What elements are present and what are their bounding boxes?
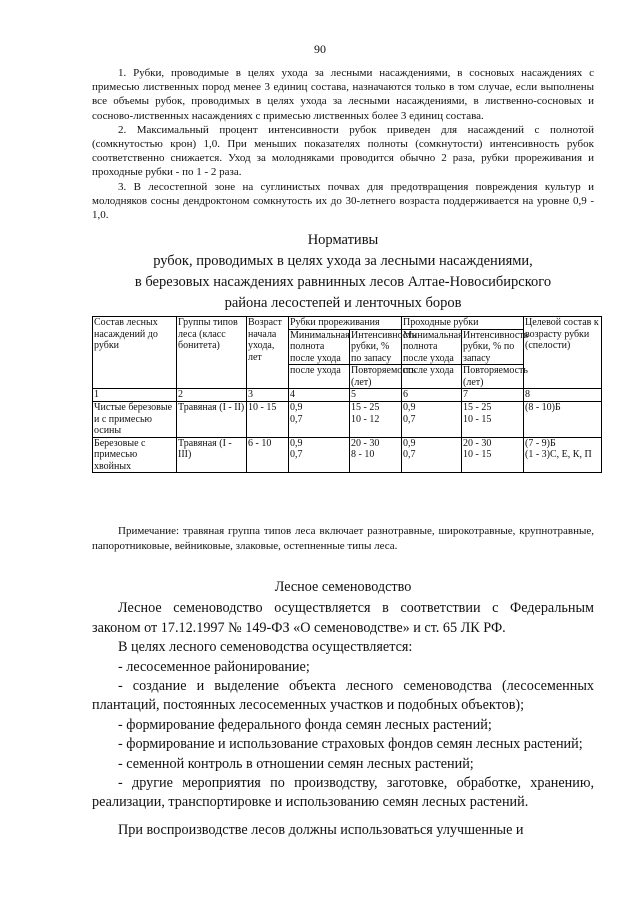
section-paragraph: При воспроизводстве лесов должны использоваться улучшенные и [118,821,524,838]
cell-min-density: 0,9 0,7 [289,402,350,438]
list-item: - другие мероприятия по производству, заготовке, обработке, хранению, реализации, транспортировке и использованию семян лесных растений. [92,775,594,811]
header-repeat-2: Повторяемость (лет) [463,365,528,388]
cell-target: (7 - 9)Б (1 - 3)С, Е, К, П [524,437,602,473]
header-passing: Проходные рубки [402,317,524,330]
cell-age: 10 - 15 [247,402,289,438]
header-min-density: Минимальная полнота после ухода [290,329,350,364]
norms-table [92,316,602,473]
header-target: Целевой состав к возрасту рубки (спелости) [524,317,602,389]
col-number: 4 [289,389,350,402]
table-row [93,437,602,473]
cell-forest-type: Травяная (I - III) [177,437,247,473]
cell-intensity-2: 15 - 25 10 - 15 [462,402,524,438]
note-paragraph: 2. Максимальный процент интенсивности рубок приведен для насаждений с полнотой (сомкнутостью крон) 1,0. При меньших показателях полноты (сомкнутости) интенсивность рубок соответственно снижается. Уход за молодняками проводится обычно 2 раза, рубки прореживания и проходные рубки - по 1 - 2 раза. [92,123,594,179]
table-note-text: Примечание: травяная группа типов леса включает разнотравные, широкотравные, крупнотравные, папоротниковые, вейниковые, злаковые, остепненные типы леса. [92,525,594,552]
list-item: - формирование федерального фонда семян лесных растений; [118,716,492,733]
header-repeat: Повторяемость (лет) [351,365,416,388]
cell-min-density-2: 0,9 0,7 [402,437,462,473]
section-paragraph: В целях лесного семеноводства осуществляется: [118,639,413,656]
list-item: - семенной контроль в отношении семян лесных растений; [118,755,474,772]
note-paragraph: 3. В лесостепной зоне на суглинистых почвах для предотвращения повреждения культур и молодняков сосны дендроктоном сомкнутость их до 30-летнего возраста поддерживается на уровне 0,9 - 1,0. [92,180,594,222]
col-number: 5 [350,389,402,402]
header-thinning: Рубки прореживания [289,317,402,330]
header-composition: Состав лесных насаждений до рубки [93,317,177,389]
cell-target: (8 - 10)Б [524,402,602,438]
cell-forest-type: Травяная (I - II) [177,402,247,438]
cell-composition: Березовые с примесью хвойных [93,437,177,473]
col-number: 2 [177,389,247,402]
col-number: 6 [402,389,462,402]
list-item: - формирование и использование страховых фондов семян лесных растений; [118,736,583,753]
table-row [93,402,602,438]
note-paragraph: 1. Рубки, проводимые в целях ухода за лесными насаждениями, в сосновых насаждениях с примесью лиственных пород менее 3 единиц состава, назначаются только в том случае, если выполнены все объемы рубок, проводимых в целях ухода за лесными насаждениями, в лиственно-сосновых и сосново-лиственных насаждениях с примесью лиственных более 3 единиц состава. [92,67,594,122]
cell-intensity-2: 20 - 30 10 - 15 [462,437,524,473]
table-title-line: в березовых насаждениях равнинных лесов Алтае-Новосибирского [134,274,552,290]
col-number: 3 [247,389,289,402]
header-after-care: после ухода [289,365,350,389]
cell-age: 6 - 10 [247,437,289,473]
list-item: - лесосеменное районирование; [118,658,310,675]
cell-min-density: 0,9 0,7 [289,437,350,473]
col-number: 1 [93,389,177,402]
col-number: 8 [524,389,602,402]
table-note [92,524,594,553]
cell-composition: Чистые березовые и с примесью осины [93,402,177,438]
section-paragraph: Лесное семеноводство осуществляется в соответствии с Федеральным законом от 17.12.1997 № 149-ФЗ «О семеноводстве» и ст. 65 ЛК РФ. [92,600,594,636]
list-item: - создание и выделение объекта лесного семеноводства (лесосеменных плантаций, постоянных лесосеменных участков и подобных объектов); [92,678,594,714]
notes-block [92,66,594,222]
header-min-density-2: Минимальная полнота после ухода [403,329,463,364]
section-heading: Лесное семеноводство [274,579,412,595]
header-age: Возраст начала ухода, лет [247,317,289,389]
seed-section [92,578,594,840]
header-forest-type: Группы типов леса (класс бонитета) [177,317,247,389]
cell-min-density-2: 0,9 0,7 [402,402,462,438]
cell-intensity: 20 - 30 8 - 10 [350,437,402,473]
header-intensity-2: Интенсивность рубки, % по запасу [463,329,529,364]
table-title-line: района лесостепей и ленточных боров [224,295,462,311]
col-number: 7 [462,389,524,402]
table-title-line: Нормативы [307,232,379,248]
header-after-care-2: после ухода [402,365,462,389]
page-number: 90 [314,42,326,56]
header-intensity: Интенсивность рубки, % по запасу [351,329,417,364]
table-title [92,230,594,314]
cell-intensity: 15 - 25 10 - 12 [350,402,402,438]
table-title-line: рубок, проводимых в целях ухода за лесными насаждениями, [153,253,533,269]
